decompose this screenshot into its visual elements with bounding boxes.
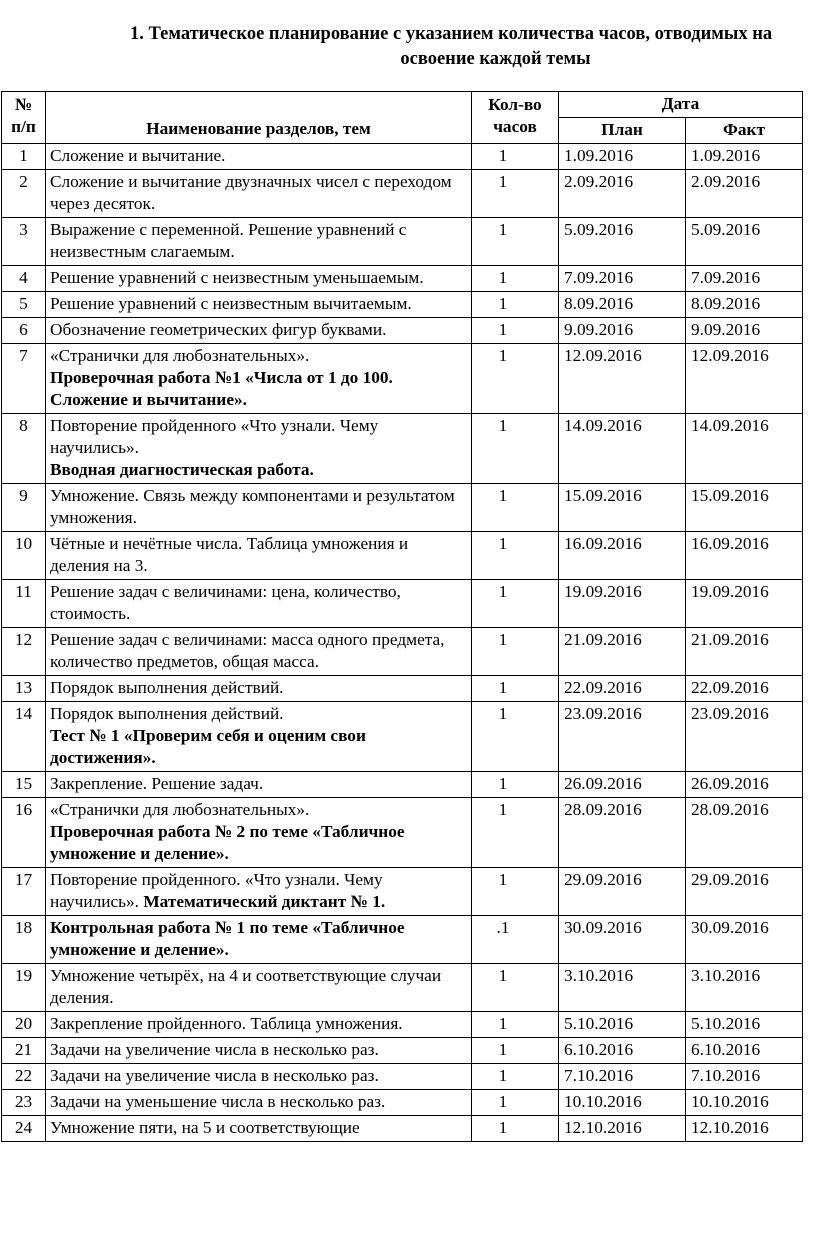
row-hours: 1	[472, 580, 559, 628]
header-num-line-1: №	[14, 95, 33, 114]
row-plan-date: 15.09.2016	[559, 484, 686, 532]
table-row	[2, 1064, 803, 1090]
row-plan-date: 3.10.2016	[559, 964, 686, 1012]
row-topic	[46, 916, 472, 964]
row-plan-date: 7.10.2016	[559, 1064, 686, 1090]
row-fact-date: 23.09.2016	[686, 702, 803, 772]
header-name: Наименование разделов, тем	[46, 92, 472, 144]
row-plan-date: 23.09.2016	[559, 702, 686, 772]
row-hours: 1	[472, 292, 559, 318]
table-row	[2, 628, 803, 676]
table-row	[2, 798, 803, 868]
table-row	[2, 292, 803, 318]
row-number: 18	[2, 916, 46, 964]
row-hours: 1	[472, 218, 559, 266]
table-row	[2, 414, 803, 484]
table-row	[2, 702, 803, 772]
row-topic	[46, 344, 472, 414]
row-number: 10	[2, 532, 46, 580]
row-number: 24	[2, 1116, 46, 1142]
row-number: 5	[2, 292, 46, 318]
row-number: 15	[2, 772, 46, 798]
row-topic	[46, 868, 472, 916]
topic-text-bold: Математический диктант № 1.	[143, 892, 386, 911]
row-number: 13	[2, 676, 46, 702]
row-hours: 1	[472, 170, 559, 218]
table-row	[2, 484, 803, 532]
row-fact-date: 7.09.2016	[686, 266, 803, 292]
header-hours-line-2: часов	[493, 117, 537, 136]
row-hours: 1	[472, 702, 559, 772]
topic-text: Сложение и вычитание.	[50, 146, 226, 165]
header-hours-line-1: Кол-во	[488, 95, 542, 114]
row-hours: 1	[472, 1038, 559, 1064]
row-fact-date: 14.09.2016	[686, 414, 803, 484]
heading-line-2: освоение каждой темы	[400, 49, 591, 69]
topic-text: Порядок выполнения действий.	[50, 678, 284, 697]
row-plan-date: 5.10.2016	[559, 1012, 686, 1038]
row-plan-date: 7.09.2016	[559, 266, 686, 292]
row-fact-date: 19.09.2016	[686, 580, 803, 628]
topic-text: Умножение пяти, на 5 и соответствующие	[50, 1118, 360, 1137]
row-plan-date: 29.09.2016	[559, 868, 686, 916]
row-fact-date: 12.09.2016	[686, 344, 803, 414]
row-plan-date: 21.09.2016	[559, 628, 686, 676]
row-fact-date: 7.10.2016	[686, 1064, 803, 1090]
table-row	[2, 344, 803, 414]
row-hours: 1	[472, 964, 559, 1012]
row-plan-date: 10.10.2016	[559, 1090, 686, 1116]
row-plan-date: 22.09.2016	[559, 676, 686, 702]
header-date: Дата	[559, 92, 803, 118]
row-topic	[46, 414, 472, 484]
row-fact-date: 3.10.2016	[686, 964, 803, 1012]
row-number: 11	[2, 580, 46, 628]
row-topic	[46, 218, 472, 266]
table-row	[2, 916, 803, 964]
row-hours: 1	[472, 532, 559, 580]
table-body	[2, 144, 803, 1142]
row-plan-date: 28.09.2016	[559, 798, 686, 868]
header-plan: План	[559, 118, 686, 144]
row-number: 7	[2, 344, 46, 414]
table-row	[2, 1090, 803, 1116]
table-row	[2, 772, 803, 798]
table-row	[2, 318, 803, 344]
topic-text: «Странички для любознательных».	[50, 800, 310, 819]
topic-text: Закрепление. Решение задач.	[50, 774, 264, 793]
row-topic	[46, 964, 472, 1012]
row-topic	[46, 772, 472, 798]
row-number: 17	[2, 868, 46, 916]
row-hours: 1	[472, 144, 559, 170]
row-hours: 1	[472, 798, 559, 868]
row-fact-date: 16.09.2016	[686, 532, 803, 580]
row-number: 23	[2, 1090, 46, 1116]
topic-text: Умножение четырёх, на 4 и соответствующие случаи деления.	[50, 966, 442, 1007]
row-number: 8	[2, 414, 46, 484]
topic-text: Сложение и вычитание двузначных чисел с переходом через десяток.	[50, 172, 452, 213]
row-topic	[46, 580, 472, 628]
row-topic	[46, 628, 472, 676]
row-hours: 1	[472, 318, 559, 344]
row-hours: 1	[472, 414, 559, 484]
row-number: 16	[2, 798, 46, 868]
row-fact-date: 12.10.2016	[686, 1116, 803, 1142]
row-topic	[46, 266, 472, 292]
row-topic	[46, 532, 472, 580]
header-hours	[472, 92, 559, 144]
row-topic	[46, 1064, 472, 1090]
row-number: 9	[2, 484, 46, 532]
row-fact-date: 5.09.2016	[686, 218, 803, 266]
row-fact-date: 29.09.2016	[686, 868, 803, 916]
row-plan-date: 9.09.2016	[559, 318, 686, 344]
table-row	[2, 218, 803, 266]
row-hours: 1	[472, 676, 559, 702]
topic-text-bold: Проверочная работа № 2 по теме «Табличное умножение и деление».	[50, 822, 405, 863]
row-topic	[46, 1012, 472, 1038]
row-hours: 1	[472, 1116, 559, 1142]
row-fact-date: 6.10.2016	[686, 1038, 803, 1064]
topic-text: Повторение пройденного «Что узнали. Чему научились».	[50, 416, 379, 457]
row-plan-date: 19.09.2016	[559, 580, 686, 628]
topic-text: Решение уравнений с неизвестным вычитаемым.	[50, 294, 412, 313]
header-num	[2, 92, 46, 144]
row-hours: 1	[472, 1090, 559, 1116]
table-row	[2, 144, 803, 170]
row-topic	[46, 484, 472, 532]
table-row	[2, 676, 803, 702]
row-hours: 1	[472, 1012, 559, 1038]
row-plan-date: 12.10.2016	[559, 1116, 686, 1142]
row-plan-date: 30.09.2016	[559, 916, 686, 964]
row-fact-date: 21.09.2016	[686, 628, 803, 676]
topic-text-bold: Контрольная работа № 1 по теме «Табличное умножение и деление».	[50, 918, 405, 959]
table-row	[2, 532, 803, 580]
row-plan-date: 2.09.2016	[559, 170, 686, 218]
row-number: 14	[2, 702, 46, 772]
row-plan-date: 12.09.2016	[559, 344, 686, 414]
topic-text: Задачи на увеличение числа в несколько раз.	[50, 1040, 379, 1059]
topic-text: Обозначение геометрических фигур буквами.	[50, 320, 387, 339]
row-fact-date: 15.09.2016	[686, 484, 803, 532]
row-fact-date: 9.09.2016	[686, 318, 803, 344]
header-row-1	[2, 92, 803, 118]
row-hours: .1	[472, 916, 559, 964]
table-row	[2, 964, 803, 1012]
row-topic	[46, 1038, 472, 1064]
topic-text: Решение уравнений с неизвестным уменьшаемым.	[50, 268, 424, 287]
row-number: 4	[2, 266, 46, 292]
row-hours: 1	[472, 484, 559, 532]
topic-text: Выражение с переменной. Решение уравнений с неизвестным слагаемым.	[50, 220, 407, 261]
row-fact-date: 5.10.2016	[686, 1012, 803, 1038]
topic-text: «Странички для любознательных».	[50, 346, 310, 365]
topic-text: Решение задач с величинами: масса одного предмета, количество предметов, общая масса.	[50, 630, 445, 671]
row-number: 19	[2, 964, 46, 1012]
thematic-planning-table	[1, 91, 803, 1142]
topic-line	[50, 869, 467, 913]
row-fact-date: 2.09.2016	[686, 170, 803, 218]
topic-text: Повторение пройденного. «Что узнали. Чему научились».	[50, 870, 383, 911]
row-hours: 1	[472, 772, 559, 798]
row-topic	[46, 144, 472, 170]
row-plan-date: 6.10.2016	[559, 1038, 686, 1064]
row-topic	[46, 798, 472, 868]
row-hours: 1	[472, 628, 559, 676]
row-fact-date: 1.09.2016	[686, 144, 803, 170]
row-number: 12	[2, 628, 46, 676]
row-topic	[46, 1090, 472, 1116]
row-hours: 1	[472, 344, 559, 414]
row-plan-date: 8.09.2016	[559, 292, 686, 318]
row-topic	[46, 676, 472, 702]
topic-text-bold: Тест № 1 «Проверим себя и оценим свои достижения».	[50, 726, 366, 767]
topic-text: Порядок выполнения действий.	[50, 704, 284, 723]
table-row	[2, 170, 803, 218]
row-topic	[46, 702, 472, 772]
header-fact: Факт	[686, 118, 803, 144]
row-topic	[46, 318, 472, 344]
row-fact-date: 26.09.2016	[686, 772, 803, 798]
row-number: 2	[2, 170, 46, 218]
row-fact-date: 30.09.2016	[686, 916, 803, 964]
row-plan-date: 14.09.2016	[559, 414, 686, 484]
table-row	[2, 1012, 803, 1038]
topic-text: Чётные и нечётные числа. Таблица умножения и деления на 3.	[50, 534, 409, 575]
topic-text: Закрепление пройденного. Таблица умножения.	[50, 1014, 403, 1033]
row-topic	[46, 1116, 472, 1142]
row-plan-date: 26.09.2016	[559, 772, 686, 798]
table-row	[2, 266, 803, 292]
row-topic	[46, 292, 472, 318]
row-number: 20	[2, 1012, 46, 1038]
row-hours: 1	[472, 868, 559, 916]
row-number: 1	[2, 144, 46, 170]
topic-text: Задачи на увеличение числа в несколько раз.	[50, 1066, 379, 1085]
row-hours: 1	[472, 1064, 559, 1090]
topic-text: Умножение. Связь между компонентами и результатом умножения.	[50, 486, 455, 527]
table-row	[2, 868, 803, 916]
row-plan-date: 5.09.2016	[559, 218, 686, 266]
row-fact-date: 28.09.2016	[686, 798, 803, 868]
topic-text: Решение задач с величинами: цена, количество, стоимость.	[50, 582, 401, 623]
row-plan-date: 16.09.2016	[559, 532, 686, 580]
header-num-line-2: п/п	[11, 117, 36, 136]
topic-text-bold: Проверочная работа №1 «Числа от 1 до 100. Сложение и вычитание».	[50, 368, 393, 409]
table-row	[2, 1116, 803, 1142]
heading-line-1: 1. Тематическое планирование с указанием количества часов, отводимых на	[130, 24, 773, 44]
topic-text-bold: Вводная диагностическая работа.	[50, 460, 314, 479]
row-number: 3	[2, 218, 46, 266]
table-row	[2, 1038, 803, 1064]
row-number: 22	[2, 1064, 46, 1090]
row-hours: 1	[472, 266, 559, 292]
row-number: 6	[2, 318, 46, 344]
document-heading	[0, 22, 816, 72]
row-fact-date: 22.09.2016	[686, 676, 803, 702]
row-plan-date: 1.09.2016	[559, 144, 686, 170]
row-topic	[46, 170, 472, 218]
row-number: 21	[2, 1038, 46, 1064]
table-row	[2, 580, 803, 628]
row-fact-date: 8.09.2016	[686, 292, 803, 318]
topic-text: Задачи на уменьшение числа в несколько раз.	[50, 1092, 386, 1111]
row-fact-date: 10.10.2016	[686, 1090, 803, 1116]
